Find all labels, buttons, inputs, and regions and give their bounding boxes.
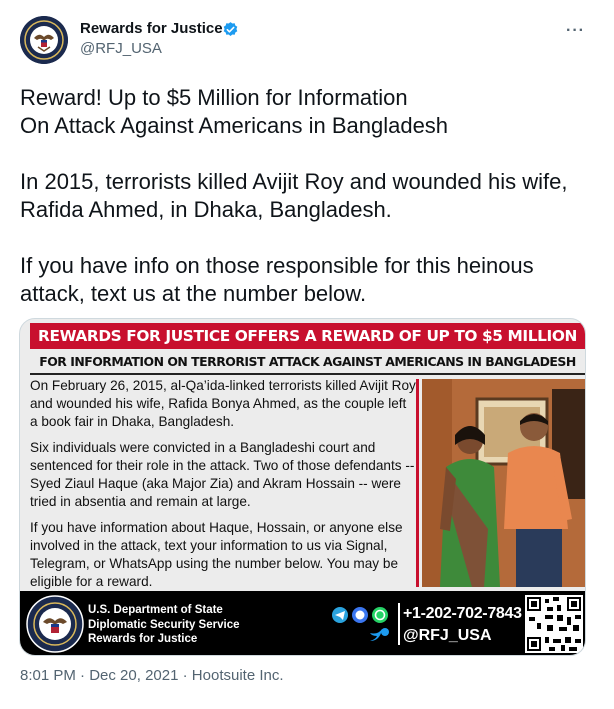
verified-badge-icon bbox=[222, 21, 239, 38]
ellipsis-icon: ··· bbox=[566, 22, 585, 39]
victims-photo bbox=[422, 379, 585, 587]
reward-banner: REWARDS FOR JUSTICE OFFERS A REWARD OF UP TO $5 MILLION bbox=[30, 323, 585, 349]
tweet-meta bbox=[20, 667, 284, 684]
telegram-icon bbox=[332, 607, 348, 623]
state-department-seal-icon bbox=[26, 595, 84, 653]
tweet-media-image[interactable] bbox=[19, 318, 586, 656]
tweet-source[interactable]: Hootsuite Inc. bbox=[191, 667, 284, 684]
dept-line-1: U.S. Department of State bbox=[88, 604, 223, 616]
meta-separator: · bbox=[80, 667, 86, 684]
tweet-time[interactable]: 8:01 PM bbox=[20, 667, 76, 684]
poster-paragraph-2: Six individuals were convicted in a Bangladeshi court and sentenced for their role in the attack. Two of those defendants -- Syed Ziaul Haque (aka Major Zia) and Akram Hossain -- were tried in absentia and remain at large. bbox=[30, 440, 415, 509]
poster-paragraph-1: On February 26, 2015, al-Qa’ida-linked terrorists killed Avijit Roy and wounded his wife, Rafida Bonya Ahmed, as the couple left a book fair in Dhaka, Bangladesh. bbox=[30, 378, 416, 429]
tweet-line-1: Reward! Up to $5 Million for Information bbox=[20, 85, 408, 110]
dept-line-3: Rewards for Justice bbox=[88, 633, 198, 645]
tweet-paragraph-3: If you have info on those responsible for this heinous attack, text us at the number below. bbox=[20, 253, 534, 306]
poster-body bbox=[30, 377, 416, 599]
reward-subheading: FOR INFORMATION ON TERRORIST ATTACK AGAINST AMERICANS IN BANGLADESH bbox=[30, 351, 585, 375]
footer-divider bbox=[398, 603, 400, 645]
user-handle[interactable]: @RFJ_USA bbox=[80, 40, 162, 57]
tweet-paragraph-2: In 2015, terrorists killed Avijit Roy and wounded his wife, Rafida Ahmed, in Dhaka, Bangladesh. bbox=[20, 169, 568, 222]
tweet-date[interactable]: Dec 20, 2021 bbox=[89, 667, 179, 684]
signal-icon bbox=[352, 607, 368, 623]
state-seal-icon bbox=[20, 16, 68, 64]
twitter-icon bbox=[370, 628, 389, 641]
tweet-text bbox=[20, 84, 600, 308]
poster-paragraph-3: If you have information about Haque, Hossain, or anyone else involved in the attack, text your information to us via Signal, Telegram, or WhatsApp using the number below. You may be eligible for a reward. bbox=[30, 520, 403, 589]
meta-separator: · bbox=[182, 667, 188, 684]
whatsapp-icon bbox=[372, 607, 388, 623]
dept-line-2: Diplomatic Security Service bbox=[88, 619, 240, 631]
twitter-handle: @RFJ_USA bbox=[403, 627, 492, 644]
avatar[interactable] bbox=[20, 16, 68, 64]
tweet-line-2: On Attack Against Americans in Bangladesh bbox=[20, 113, 449, 138]
display-name[interactable]: Rewards for Justice bbox=[80, 20, 223, 37]
qr-code-icon bbox=[525, 595, 583, 653]
poster-footer bbox=[20, 591, 586, 656]
tip-phone-number: +1-202-702-7843 bbox=[403, 605, 522, 622]
messaging-apps bbox=[330, 605, 396, 645]
divider bbox=[416, 379, 419, 587]
more-options-button[interactable] bbox=[566, 22, 585, 40]
tweet-paragraph-1 bbox=[20, 84, 600, 140]
